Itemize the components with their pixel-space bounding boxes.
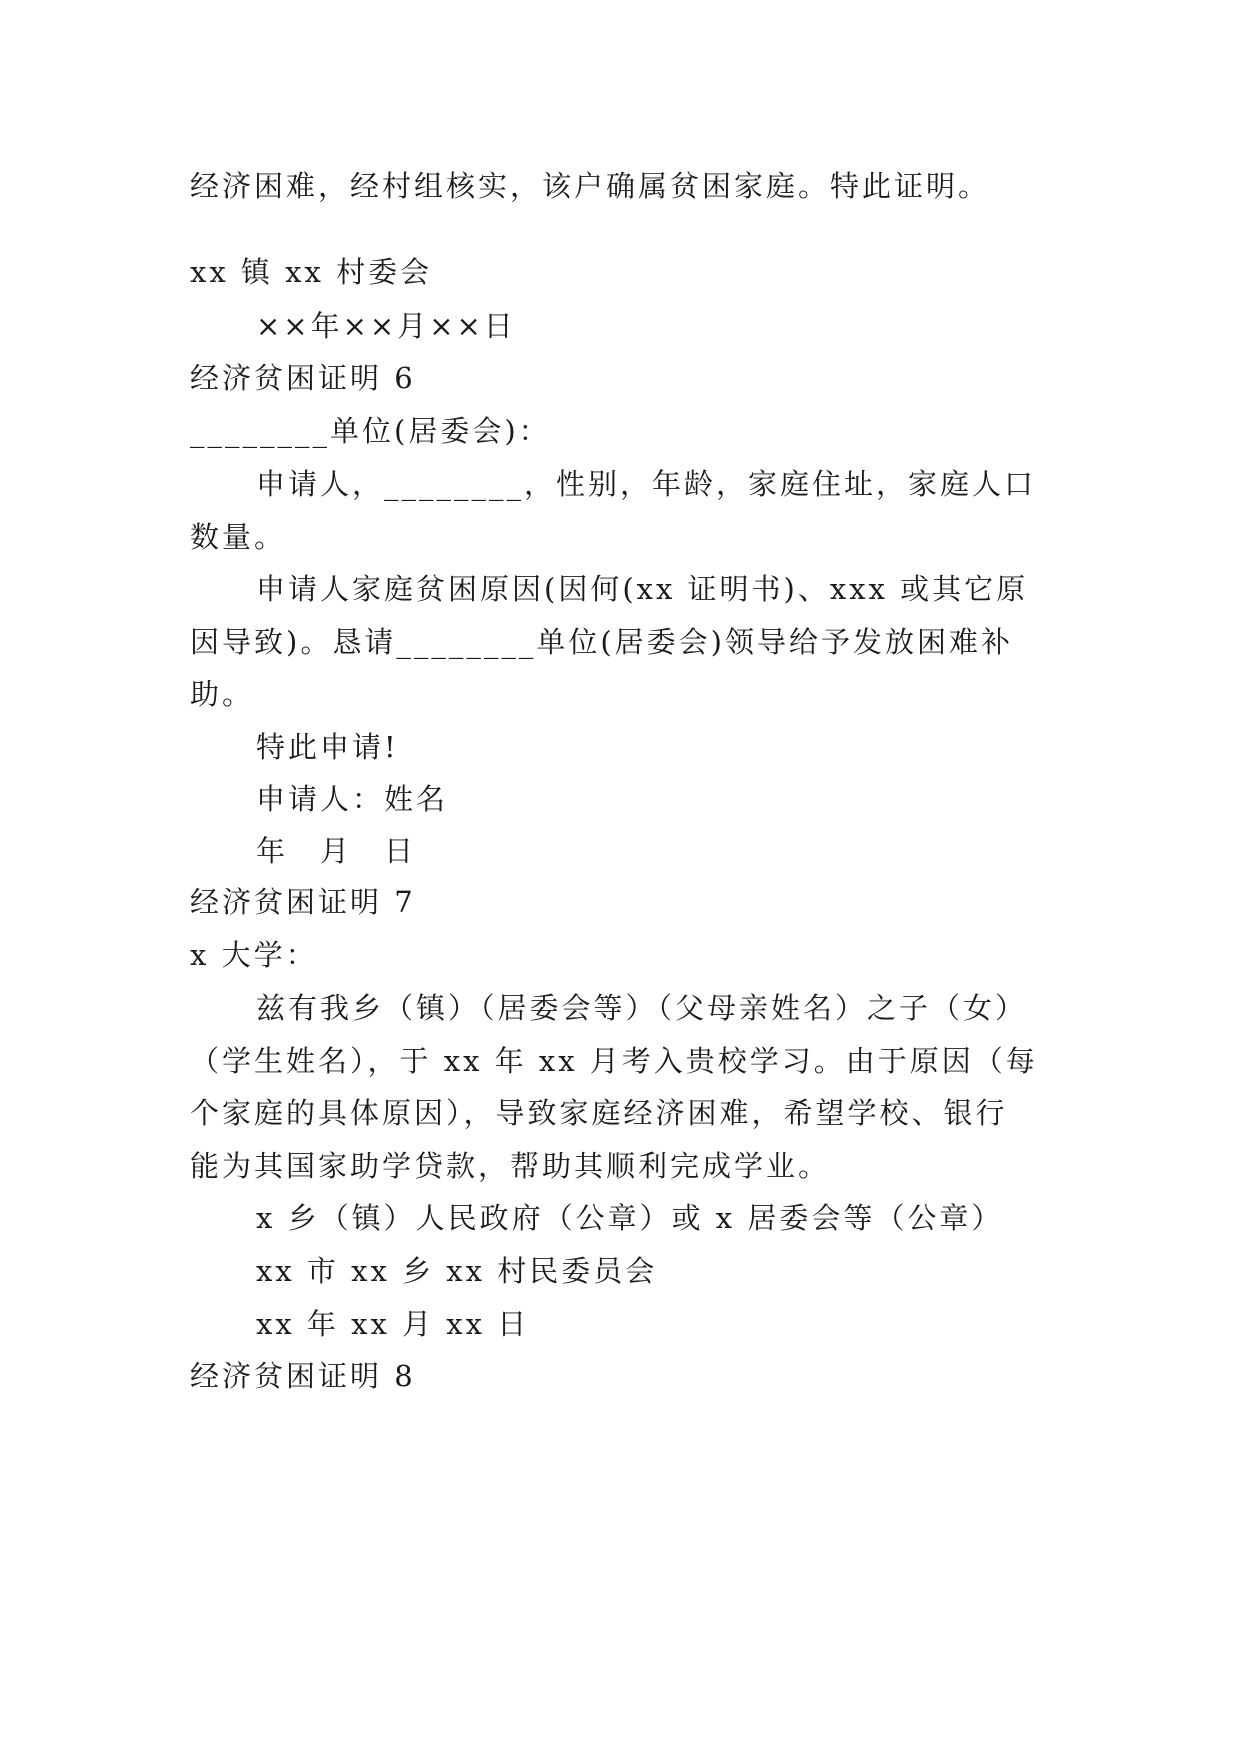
section-heading-6: 经济贫困证明 6 — [190, 361, 416, 395]
body-text-line: 申请人，________，性别，年龄，家庭住址，家庭人口 — [256, 467, 1037, 501]
body-text-line: 申请人家庭贫困原因(因何(xx 证明书)、xxx 或其它原 — [256, 572, 1029, 606]
body-text-line: 因导致)。恳请________单位(居委会)领导给予发放困难补 — [190, 625, 1013, 659]
date-line: 年 月 日 — [256, 834, 417, 868]
body-text-line: 能为其国家助学贷款，帮助其顺利完成学业。 — [190, 1149, 831, 1183]
seal-line: x 乡（镇）人民政府（公章）或 x 居委会等（公章） — [256, 1201, 1004, 1235]
body-text-line: 经济困难，经村组核实，该户确属贫困家庭。特此证明。 — [190, 169, 991, 203]
body-text-line: 数量。 — [190, 520, 287, 554]
body-text-line: （学生姓名），于 xx 年 xx 月考入贵校学习。由于原因（每 — [190, 1044, 1038, 1078]
date-line: ××年××月××日 — [256, 309, 516, 343]
addressee-line: ________单位(居委会)： — [190, 414, 551, 448]
closing-line: 特此申请! — [256, 730, 399, 764]
body-text-line: 兹有我乡（镇）（居委会等）（父母亲姓名）之子（女） — [256, 991, 1028, 1025]
section-heading-7: 经济贫困证明 7 — [190, 885, 416, 919]
addressee-line: x 大学： — [190, 938, 318, 972]
section-heading-8: 经济贫困证明 8 — [190, 1359, 416, 1393]
body-text-line: 个家庭的具体原因），导致家庭经济困难，希望学校、银行 — [190, 1096, 1008, 1130]
date-line: xx 年 xx 月 xx 日 — [256, 1307, 530, 1341]
signature-line: 申请人：姓名 — [256, 782, 449, 816]
issuer-line: xx 镇 xx 村委会 — [190, 255, 433, 289]
body-text-line: 助。 — [190, 677, 255, 711]
issuer-line: xx 市 xx 乡 xx 村民委员会 — [256, 1254, 658, 1288]
